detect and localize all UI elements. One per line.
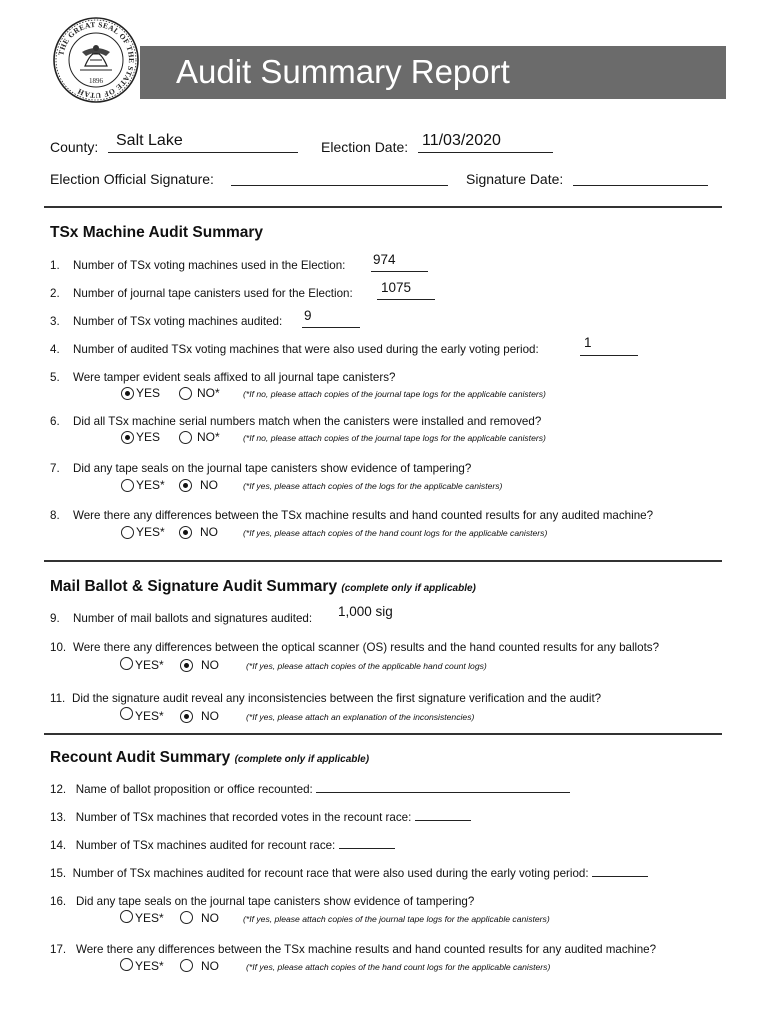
q6-yes-radio[interactable] (121, 431, 134, 444)
q17-note: (*If yes, please attach copies of the hand count logs for the applicable canisters) (246, 962, 551, 972)
q7-number: 7. (50, 462, 60, 475)
q6-number: 6. (50, 415, 60, 428)
q13-number: 13. (50, 811, 67, 824)
q9-number: 9. (50, 612, 60, 625)
q5-text: Were tamper evident seals affixed to all journal tape canisters? (73, 371, 396, 384)
q11-text: Did the signature audit reveal any inconsistencies between the first signature verification and the audit? (72, 692, 602, 705)
q2-field-line (377, 299, 435, 300)
q3-number: 3. (50, 315, 60, 328)
signature-field[interactable] (231, 185, 448, 186)
q8-text: Were there any differences between the TSx machine results and hand counted results for any audited machine? (73, 509, 654, 522)
q1-field-line (371, 271, 428, 272)
q1-value[interactable]: 974 (373, 252, 396, 267)
q6-yes-label: YES (136, 430, 161, 444)
q10-number: 10. (50, 641, 67, 654)
q8-note: (*If yes, please attach copies of the hand count logs for the applicable canisters) (243, 528, 548, 538)
q3-field-line (302, 327, 360, 328)
q1-number: 1. (50, 259, 60, 272)
q14-text: Number of TSx machines audited for recount race: (75, 839, 336, 852)
signature-date-label: Signature Date: (466, 171, 564, 187)
section-subtitle-recount: (complete only if applicable) (234, 754, 370, 765)
q15-number: 15. (50, 867, 67, 880)
q4-value[interactable]: 1 (584, 335, 592, 350)
election-date-label: Election Date: (321, 139, 409, 155)
q16-no-radio[interactable] (180, 911, 193, 924)
q8-number: 8. (50, 509, 60, 522)
q8-yes-radio[interactable] (121, 526, 134, 539)
q6-text: Did all TSx machine serial numbers match when the canisters were installed and removed? (73, 415, 542, 428)
q7-no-label: NO (200, 478, 218, 492)
q5-yes-label: YES (136, 386, 161, 400)
q3-value[interactable]: 9 (304, 308, 312, 323)
q13-field[interactable] (415, 811, 471, 821)
divider (44, 206, 722, 208)
q15-row (50, 867, 648, 880)
q8-yes-label: YES* (136, 525, 165, 539)
divider (44, 733, 722, 735)
q1-text: Number of TSx voting machines used in the Election: (73, 259, 346, 272)
q15-text: Number of TSx machines audited for recount race that were also used during the early voting period: (72, 867, 589, 880)
q16-note: (*If yes, please attach copies of the journal tape logs for the applicable canisters) (243, 914, 550, 924)
county-label: County: (50, 139, 99, 155)
q3-text: Number of TSx voting machines audited: (73, 315, 283, 328)
section-title-mail (50, 578, 476, 596)
q7-yes-radio[interactable] (121, 479, 134, 492)
q12-row (50, 783, 570, 796)
county-value[interactable]: Salt Lake (116, 132, 183, 149)
q14-field[interactable] (339, 839, 395, 849)
q10-no-radio[interactable] (180, 659, 193, 672)
q11-yes-label: YES* (135, 709, 164, 723)
q10-text: Were there any differences between the optical scanner (OS) results and the hand counted results for any ballots? (73, 641, 660, 654)
q6-no-radio[interactable] (179, 431, 192, 444)
q10-yes-radio[interactable] (120, 657, 133, 670)
q12-number: 12. (50, 783, 67, 796)
q11-no-label: NO (201, 709, 219, 723)
q11-yes-radio[interactable] (120, 707, 133, 720)
q15-field[interactable] (592, 867, 648, 877)
svg-text:1896: 1896 (89, 77, 103, 85)
q9-value[interactable]: 1,000 sig (338, 604, 393, 619)
county-field-line (108, 152, 298, 153)
q5-number: 5. (50, 371, 60, 384)
q17-yes-label: YES* (135, 959, 164, 973)
q14-number: 14. (50, 839, 67, 852)
q5-no-radio[interactable] (179, 387, 192, 400)
section-title-tsx: TSx Machine Audit Summary (50, 224, 264, 241)
q10-note: (*If yes, please attach copies of the applicable hand count logs) (246, 661, 487, 671)
q7-no-radio[interactable] (179, 479, 192, 492)
q16-no-label: NO (201, 911, 219, 925)
page-title: Audit Summary Report (176, 53, 510, 90)
svg-text:THE GREAT SEAL OF THE STATE OF: THE GREAT SEAL OF THE STATE OF UTAH (56, 19, 137, 101)
section-title-recount (50, 749, 369, 767)
election-date-value[interactable]: 11/03/2020 (422, 132, 501, 149)
q4-number: 4. (50, 343, 60, 356)
section-title-mail-text: Mail Ballot & Signature Audit Summary (50, 578, 338, 595)
divider (44, 560, 722, 562)
q6-note: (*If no, please attach copies of the journal tape logs for the applicable canisters) (243, 433, 546, 443)
state-seal-logo (52, 16, 140, 104)
q11-no-radio[interactable] (180, 710, 193, 723)
q4-text: Number of audited TSx voting machines that were also used during the early voting period: (73, 343, 539, 356)
q17-no-label: NO (201, 959, 219, 973)
q17-text: Were there any differences between the TSx machine results and hand counted results for any audited machine? (76, 943, 657, 956)
signature-label: Election Official Signature: (50, 171, 214, 187)
q11-number: 11. (50, 692, 66, 705)
q2-text: Number of journal tape canisters used for the Election: (73, 287, 353, 300)
title-banner (140, 46, 726, 99)
q16-yes-radio[interactable] (120, 910, 133, 923)
q2-value[interactable]: 1075 (381, 280, 412, 295)
q13-text: Number of TSx machines that recorded votes in the recount race: (75, 811, 412, 824)
q2-number: 2. (50, 287, 60, 300)
q7-text: Did any tape seals on the journal tape canisters show evidence of tampering? (73, 462, 472, 475)
q4-field-line (580, 355, 638, 356)
q7-yes-label: YES* (136, 478, 165, 492)
q16-yes-label: YES* (135, 911, 164, 925)
q5-no-label: NO* (197, 386, 220, 400)
signature-date-field[interactable] (573, 185, 708, 186)
q12-field[interactable] (316, 783, 570, 793)
q6-no-label: NO* (197, 430, 220, 444)
q17-yes-radio[interactable] (120, 958, 133, 971)
q13-row (50, 811, 471, 824)
q10-yes-label: YES* (135, 658, 164, 672)
q7-note: (*If yes, please attach copies of the logs for the applicable canisters) (243, 481, 503, 491)
q10-no-label: NO (201, 658, 219, 672)
q5-yes-radio[interactable] (121, 387, 134, 400)
q14-row (50, 839, 395, 852)
q11-note: (*If yes, please attach an explanation of the inconsistencies) (246, 712, 475, 722)
q5-note: (*If no, please attach copies of the journal tape logs for the applicable canisters) (243, 389, 546, 399)
section-title-recount-text: Recount Audit Summary (50, 749, 231, 766)
q17-number: 17. (50, 943, 67, 956)
q17-no-radio[interactable] (180, 959, 193, 972)
q16-number: 16. (50, 895, 67, 908)
q12-text: Name of ballot proposition or office recounted: (75, 783, 313, 796)
election-date-line (418, 152, 553, 153)
q8-no-label: NO (200, 525, 218, 539)
q9-text: Number of mail ballots and signatures audited: (73, 612, 313, 625)
section-subtitle-mail: (complete only if applicable) (341, 583, 476, 594)
q8-no-radio[interactable] (179, 526, 192, 539)
q16-text: Did any tape seals on the journal tape canisters show evidence of tampering? (76, 895, 475, 908)
